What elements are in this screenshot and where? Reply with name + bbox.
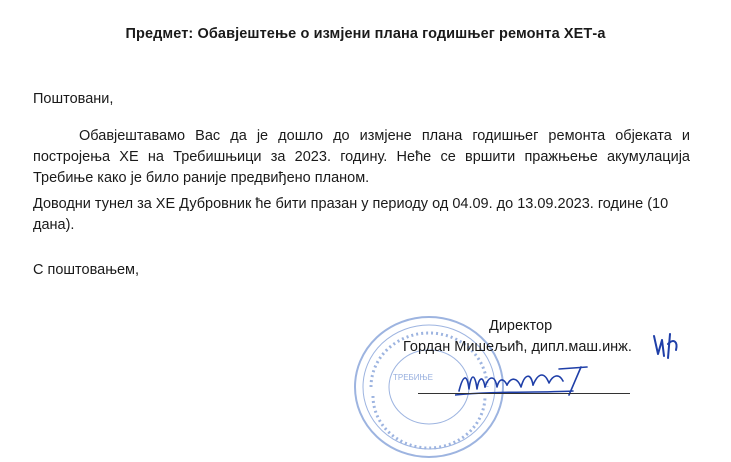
signature-title: Директор: [489, 318, 553, 334]
body-paragraph-1: Обавјештавамо Вас да је дошло до измјене плана годишњег ремонта објеката и постројења ХЕ на Требишњици за 2023. годину. Неће се вршити пражњење акумулација Требиње како је било раније предвиђено планом.: [33, 128, 690, 186]
body-paragraph-2: Доводни тунел за ХЕ Дубровник ће бити празан у периоду од 04.09. до 13.09.2023. године (10 дана).: [33, 196, 669, 233]
signature-line: [418, 393, 630, 394]
initials-mark: [648, 330, 682, 362]
closing: С поштовањем,: [33, 262, 140, 278]
stamp-text: ТРЕБИЊЕ: [393, 373, 433, 382]
greeting: Поштовани,: [33, 91, 114, 107]
signatory-name: Гордан Мишељић, дипл.маш.инж.: [403, 339, 632, 355]
subject-line: Предмет: Обавјештење о измјени плана годишњег ремонта ХЕТ-а: [125, 26, 606, 42]
handwritten-signature: [455, 361, 605, 401]
